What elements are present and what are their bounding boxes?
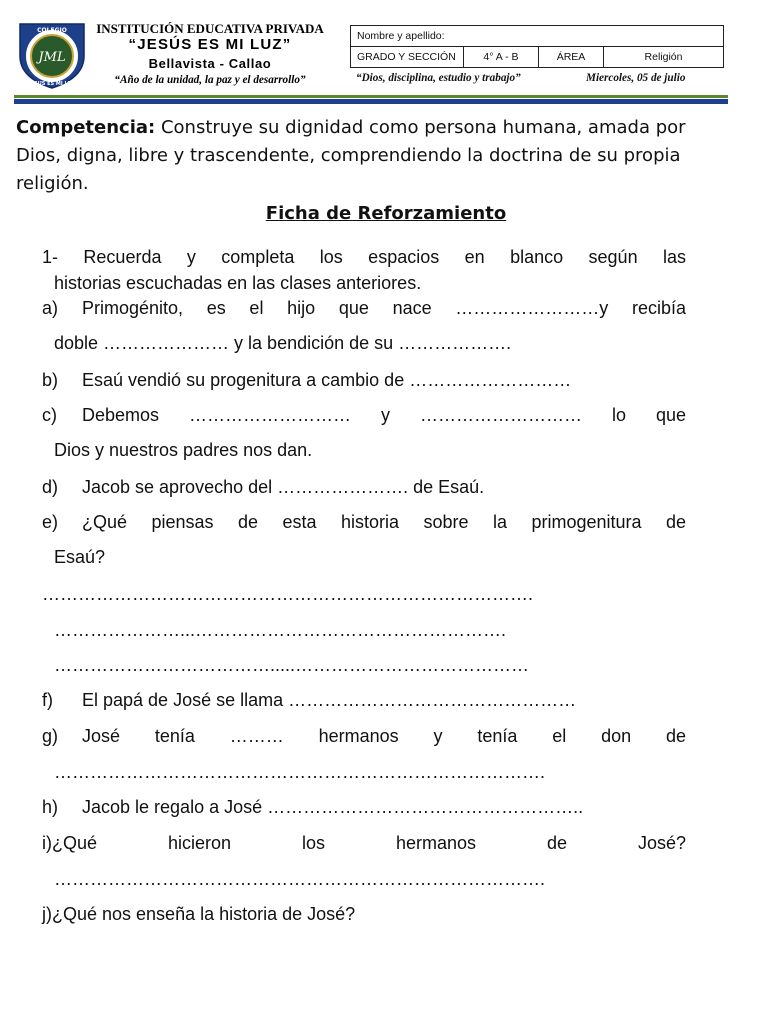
logo-ring-bottom: JESUS ES MI LUZ (28, 81, 76, 87)
item-c-line-2: Dios y nuestros padres nos dan. (54, 440, 313, 460)
grade-label: GRADO Y SECCIÓN (351, 47, 464, 68)
competencia-paragraph (16, 114, 716, 198)
item-a-label: a) (42, 298, 59, 318)
item-e-label: e) (42, 512, 59, 532)
page-title: Ficha de Reforzamiento (265, 203, 507, 224)
school-logo (14, 18, 90, 90)
logo-ring-top: COLEGIO (37, 27, 67, 34)
item-h-line-1: Jacob le regalo a José …………………………………………….. (82, 797, 584, 817)
name-field[interactable] (351, 26, 724, 47)
grade-value: 4° A - B (464, 47, 539, 68)
item-c-label: c) (42, 405, 57, 425)
answer-line-e-1[interactable]: ………………………………………………………………………. (42, 584, 534, 604)
school-motto: “JESÚS ES MI LUZ” (128, 36, 292, 53)
item-g-line-1: José tenía ……… hermanos y tenía el don de (82, 726, 686, 746)
item-b-label: b) (42, 370, 59, 390)
q1-line-2: historias escuchadas en las clases anteriores. (54, 273, 422, 293)
answer-line-i[interactable]: ………………………………………………………………………. (54, 869, 546, 889)
answer-line-e-2[interactable]: …………………...……………………………………………. (54, 620, 507, 640)
item-b-line-1: Esaú vendió su progenitura a cambio de ……………………… (82, 370, 572, 390)
student-info-table (350, 25, 724, 68)
item-f-line-1: El papá de José se llama ………………………………………… (82, 690, 577, 710)
item-c-line-1: Debemos ……………………… y ……………………… lo que (82, 405, 686, 425)
area-value: Religión (604, 47, 724, 68)
item-i-line-1: i)¿Qué hicieron los hermanos de José? (42, 833, 686, 853)
competencia-text: Construye su dignidad como persona humana, amada por Dios, digna, libre y trascendente, comprendiendo la doctrina de su propia religión. (16, 117, 686, 194)
item-d-label: d) (42, 477, 59, 497)
year-name: “Año de la unidad, la paz y el desarrollo” (114, 74, 306, 86)
q1-line-1: 1- Recuerda y completa los espacios en blanco según las (42, 247, 686, 267)
item-a-line-1: Primogénito, es el hijo que nace ……………………y recibía (82, 298, 686, 318)
school-city: Bellavista - Callao (148, 56, 272, 71)
blue-divider (14, 99, 728, 104)
school-name: INSTITUCIÓN EDUCATIVA PRIVADA (96, 21, 324, 36)
logo-monogram: JML (38, 50, 66, 65)
item-h-label: h) (42, 797, 59, 817)
area-label: ÁREA (539, 47, 604, 68)
date: Miercoles, 05 de julio (586, 72, 686, 84)
competencia-label: Competencia: (16, 117, 156, 138)
item-j-line-1: j)¿Qué nos enseña la historia de José? (42, 904, 356, 924)
item-g-label: g) (42, 726, 59, 746)
name-label: Nombre y apellido: (357, 30, 445, 42)
item-e-line-1: ¿Qué piensas de esta historia sobre la primogenitura de (82, 512, 686, 532)
item-a-line-2: doble ………………… y la bendición de su ………………. (54, 333, 512, 353)
item-e-line-2: Esaú? (54, 547, 106, 567)
green-divider (14, 95, 728, 98)
slogan: “Dios, disciplina, estudio y trabajo” (356, 72, 521, 84)
item-d-line-1: Jacob se aprovecho del …………………. de Esaú. (82, 477, 485, 497)
answer-line-e-3[interactable]: ……………………………….....………………………………… (54, 655, 530, 675)
answer-line-g[interactable]: ………………………………………………………………………. (54, 762, 546, 782)
item-f-label: f) (42, 690, 53, 710)
